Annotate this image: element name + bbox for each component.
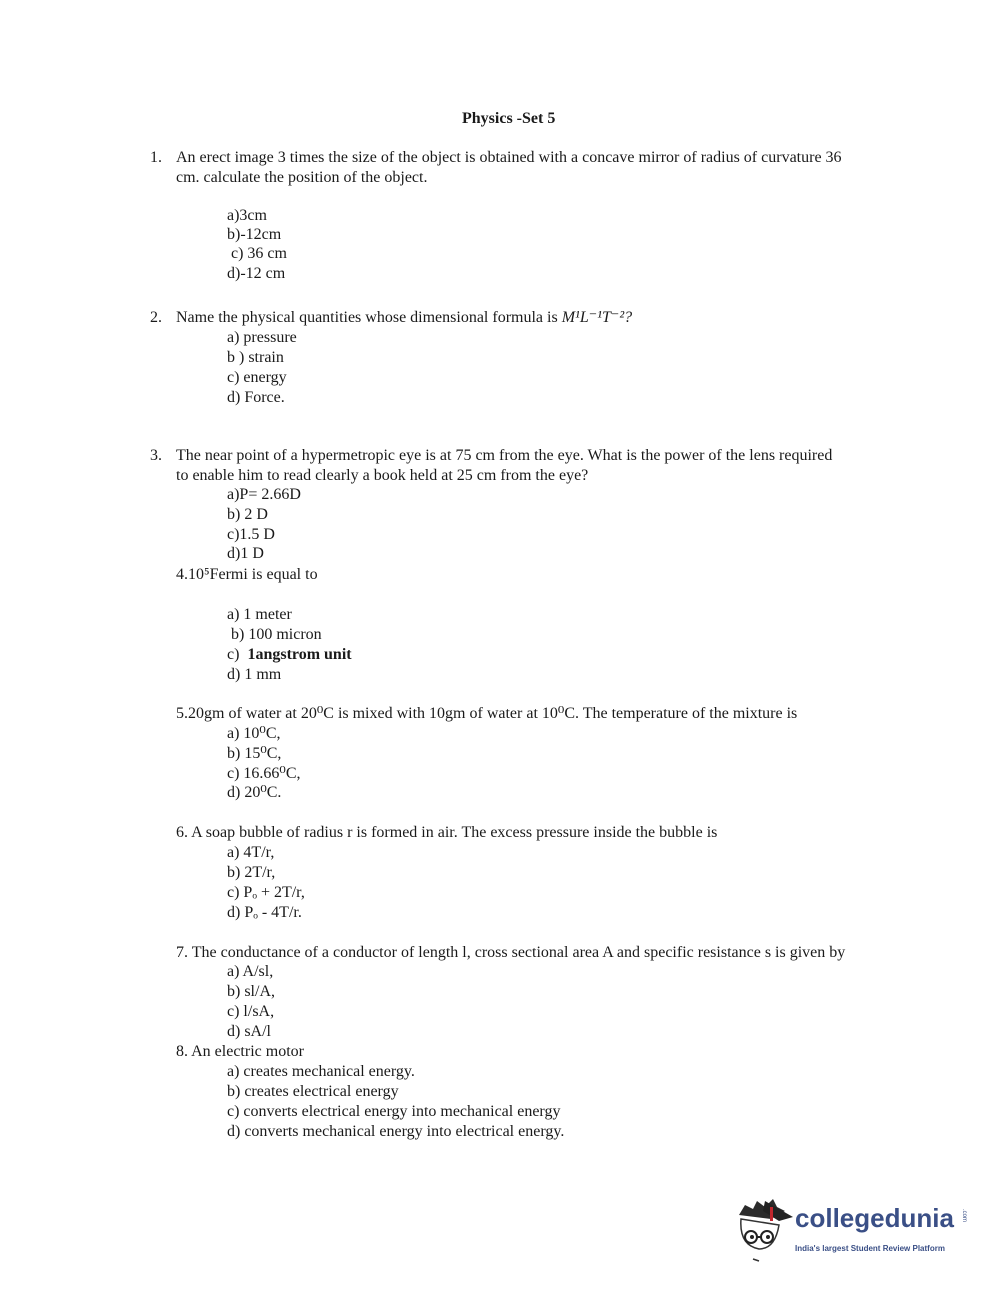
question-text: to enable him to read clearly a book held at 25 cm from the eye? — [176, 467, 589, 484]
question-text: 5.20gm of water at 20⁰C is mixed with 10gm of water at 10⁰C. The temperature of the mixture is — [176, 705, 798, 722]
option: a)3cm — [227, 207, 267, 224]
option: d) 20⁰C. — [227, 784, 282, 801]
question-text: The near point of a hypermetropic eye is at 75 cm from the eye. What is the power of the lens required — [176, 447, 833, 464]
option: d) 1 mm — [227, 666, 282, 683]
question-number: 1. — [150, 149, 162, 166]
option: c) 16.66⁰C, — [227, 765, 301, 782]
option: c) converts electrical energy into mechanical energy — [227, 1103, 561, 1120]
dimensional-formula: M¹L⁻¹T⁻²? — [561, 309, 633, 326]
brand-tagline: India's largest Student Review Platform — [795, 1244, 945, 1253]
collegedunia-logo — [735, 1195, 975, 1265]
option: d) converts mechanical energy into electrical energy. — [227, 1123, 565, 1140]
question-number: 3. — [150, 447, 162, 464]
option-text-bold: 1angstrom unit — [247, 646, 352, 663]
option: b) 2T/r, — [227, 864, 276, 881]
option: d) Pₒ - 4T/r. — [227, 904, 302, 921]
option: a)P= 2.66D — [227, 486, 301, 503]
option: a) creates mechanical energy. — [227, 1063, 415, 1080]
option: a) pressure — [227, 329, 297, 346]
question-text — [176, 308, 632, 328]
option: b) 2 D — [227, 506, 268, 523]
option: b) sl/A, — [227, 983, 275, 1000]
option: d) Force. — [227, 389, 285, 406]
option: d)-12 cm — [227, 265, 286, 282]
question-text-main: Name the physical quantities whose dimensional formula is — [176, 309, 558, 326]
option: b)-12cm — [227, 226, 282, 243]
option: a) 4T/r, — [227, 844, 275, 861]
question-text: An erect image 3 times the size of the object is obtained with a concave mirror of radius of curvature 36 — [176, 149, 842, 166]
option: c) energy — [227, 369, 287, 386]
option: a) 1 meter — [227, 606, 292, 623]
question-text: 8. An electric motor — [176, 1043, 304, 1060]
page-title: Physics -Set 5 — [462, 110, 556, 127]
option-letter: c) — [227, 646, 240, 663]
option: d)1 D — [227, 545, 264, 562]
question-text: cm. calculate the position of the object. — [176, 169, 428, 186]
option — [227, 645, 352, 665]
option: a) A/sl, — [227, 963, 274, 980]
question-text: 7. The conductance of a conductor of length l, cross sectional area A and specific resistance s is given by — [176, 944, 846, 961]
option: b ) strain — [227, 349, 284, 366]
option: b) 15⁰C, — [227, 745, 282, 762]
option: c) l/sA, — [227, 1003, 275, 1020]
option: b) creates electrical energy — [227, 1083, 399, 1100]
brand-name: collegedunia — [795, 1203, 954, 1233]
question-text: 4.10⁵Fermi is equal to — [176, 566, 318, 583]
mascot-icon — [735, 1195, 795, 1265]
question-text: 6. A soap bubble of radius r is formed in air. The excess pressure inside the bubble is — [176, 824, 718, 841]
option: c) 36 cm — [231, 245, 287, 262]
option: d) sA/l — [227, 1023, 271, 1040]
question-number: 2. — [150, 309, 162, 326]
option: c)1.5 D — [227, 526, 275, 543]
brand-suffix: .com — [961, 1209, 967, 1223]
option: c) Pₒ + 2T/r, — [227, 884, 305, 901]
option: a) 10⁰C, — [227, 725, 281, 742]
option: b) 100 micron — [231, 626, 322, 643]
